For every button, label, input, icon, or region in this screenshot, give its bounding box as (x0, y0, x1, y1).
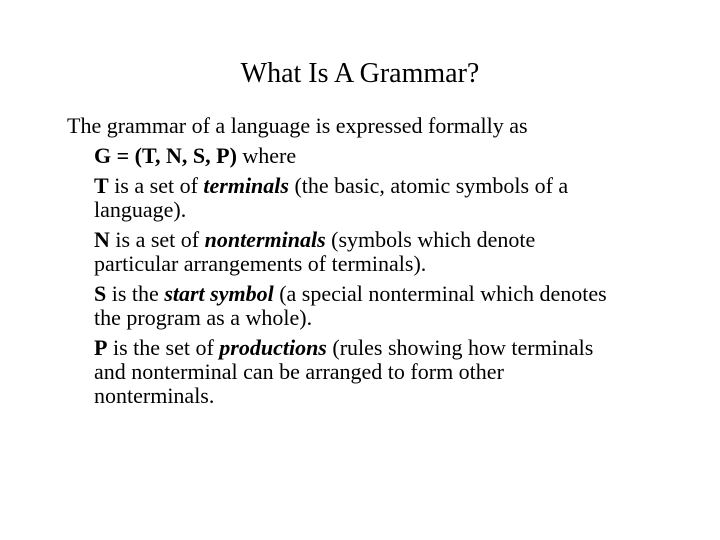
grammar-tuple: G = (T, N, S, P) (94, 143, 237, 168)
definition-connector: is the (106, 281, 165, 306)
definition-connector: is a set of (108, 173, 204, 198)
formula-suffix: where (236, 143, 297, 168)
definition-productions (94, 336, 694, 408)
definition-symbol: S (94, 281, 107, 306)
slide-title: What Is A Grammar? (240, 58, 480, 89)
definition-term: productions (219, 335, 327, 360)
definition-text-continued: and nonterminal can be arranged to form other (94, 359, 504, 384)
definition-term: nonterminals (204, 227, 326, 252)
definition-text-continued: language). (94, 197, 187, 222)
definition-text-continued: nonterminals. (94, 383, 215, 408)
definition-terminals (94, 174, 694, 222)
definition-start-symbol (94, 282, 694, 330)
definition-text: (rules showing how terminals (326, 335, 594, 360)
definition-text: (symbols which denote (325, 227, 536, 252)
definition-nonterminals (94, 228, 694, 276)
definition-symbol: T (94, 173, 109, 198)
intro-text: The grammar of a language is expressed formally as (67, 113, 528, 138)
formula-line (94, 144, 694, 168)
definition-text-continued: the program as a whole). (94, 305, 313, 330)
definition-symbol: N (94, 227, 110, 252)
definition-connector: is a set of (109, 227, 205, 252)
definition-term: start symbol (164, 281, 274, 306)
definition-symbol: P (94, 335, 108, 360)
definition-list (94, 144, 694, 414)
definition-term: terminals (203, 173, 289, 198)
definition-text-continued: particular arrangements of terminals). (94, 251, 427, 276)
definition-connector: is the set of (107, 335, 220, 360)
definition-text: (a special nonterminal which denotes (273, 281, 607, 306)
definition-text: (the basic, atomic symbols of a (288, 173, 569, 198)
